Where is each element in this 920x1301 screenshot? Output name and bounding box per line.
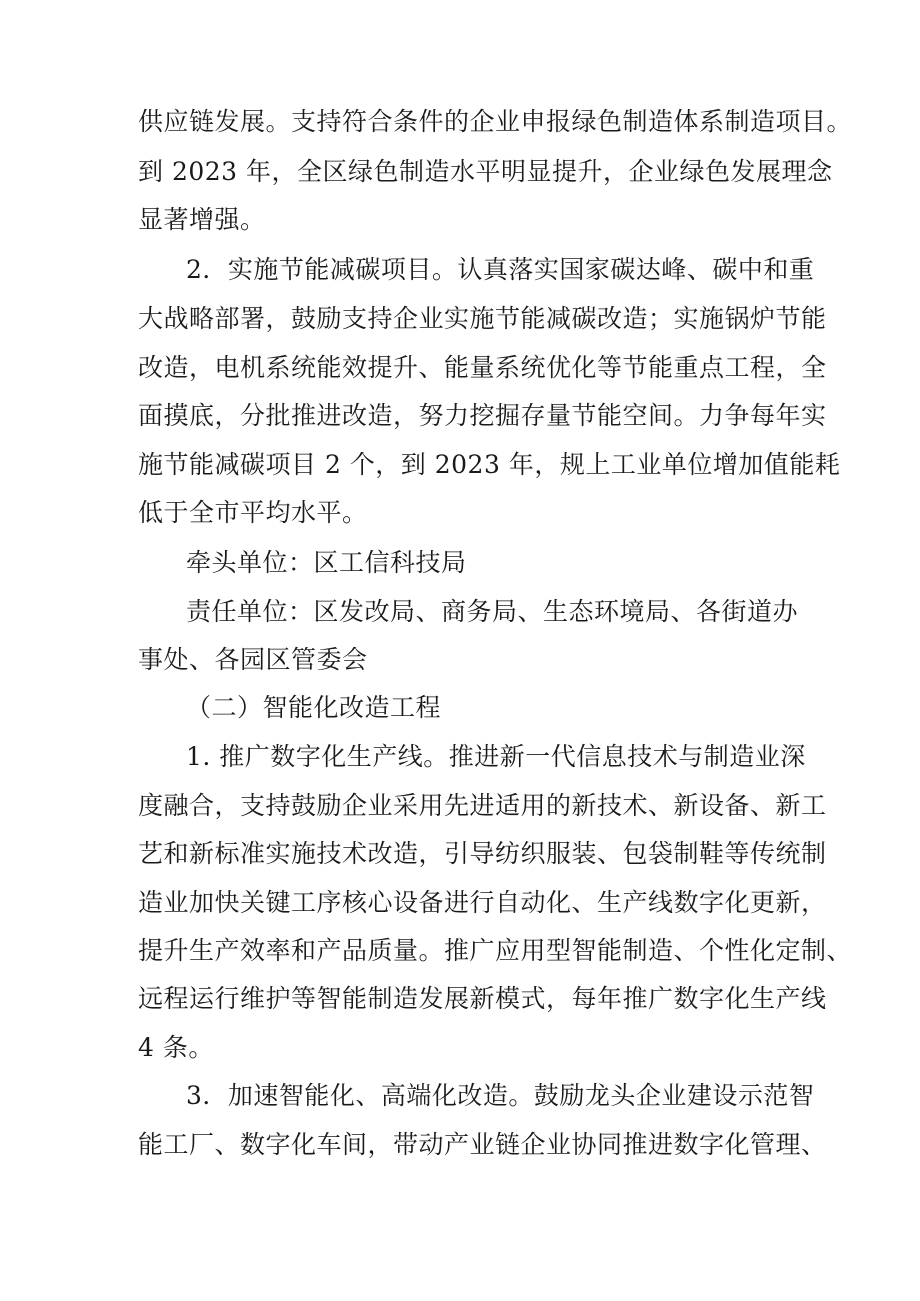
text-line: 度融合，支持鼓励企业采用先进适用的新技术、新设备、新工 [138, 791, 827, 820]
text-line: 2．实施节能减碳项目。认真落实国家碳达峰、碳中和重 [186, 255, 815, 284]
text-line: 牵头单位：区工信科技局 [186, 548, 467, 577]
text-line: 4 条。 [138, 1033, 214, 1062]
text-line: 改造，电机系统能效提升、能量系统优化等节能重点工程，全 [138, 353, 827, 382]
text-line: 大战略部署，鼓励支持企业实施节能减碳改造；实施锅炉节能 [138, 304, 827, 333]
text-line: 显著增强。 [138, 205, 266, 234]
text-line: 造业加快关键工序核心设备进行自动化、生产线数字化更新， [138, 888, 827, 917]
text-line: 能工厂、数字化车间，带动产业链企业协同推进数字化管理、 [138, 1130, 827, 1159]
section-heading: （二）智能化改造工程 [186, 693, 442, 722]
text-line: 艺和新标准实施技术改造，引导纺织服装、包袋制鞋等传统制 [138, 839, 827, 868]
text-line: 面摸底，分批推进改造，努力挖掘存量节能空间。力争每年实 [138, 401, 827, 430]
text-line: 提升生产效率和产品质量。推广应用型智能制造、个性化定制、 [138, 936, 853, 965]
text-line: 施节能减碳项目 2 个，到 2023 年，规上工业单位增加值能耗 [138, 450, 841, 479]
text-line: 3．加速智能化、高端化改造。鼓励龙头企业建设示范智 [186, 1081, 815, 1110]
text-line: 1. 推广数字化生产线。推进新一代信息技术与制造业深 [186, 742, 806, 771]
text-line: 事处、各园区管委会 [138, 645, 368, 674]
text-line: 责任单位：区发改局、商务局、生态环境局、各街道办 [186, 597, 799, 626]
text-line: 供应链发展。支持符合条件的企业申报绿色制造体系制造项目。 [138, 107, 853, 136]
text-line: 到 2023 年，全区绿色制造水平明显提升，企业绿色发展理念 [138, 157, 833, 186]
text-line: 远程运行维护等智能制造发展新模式，每年推广数字化生产线 [138, 984, 827, 1013]
text-line: 低于全市平均水平。 [138, 498, 368, 527]
